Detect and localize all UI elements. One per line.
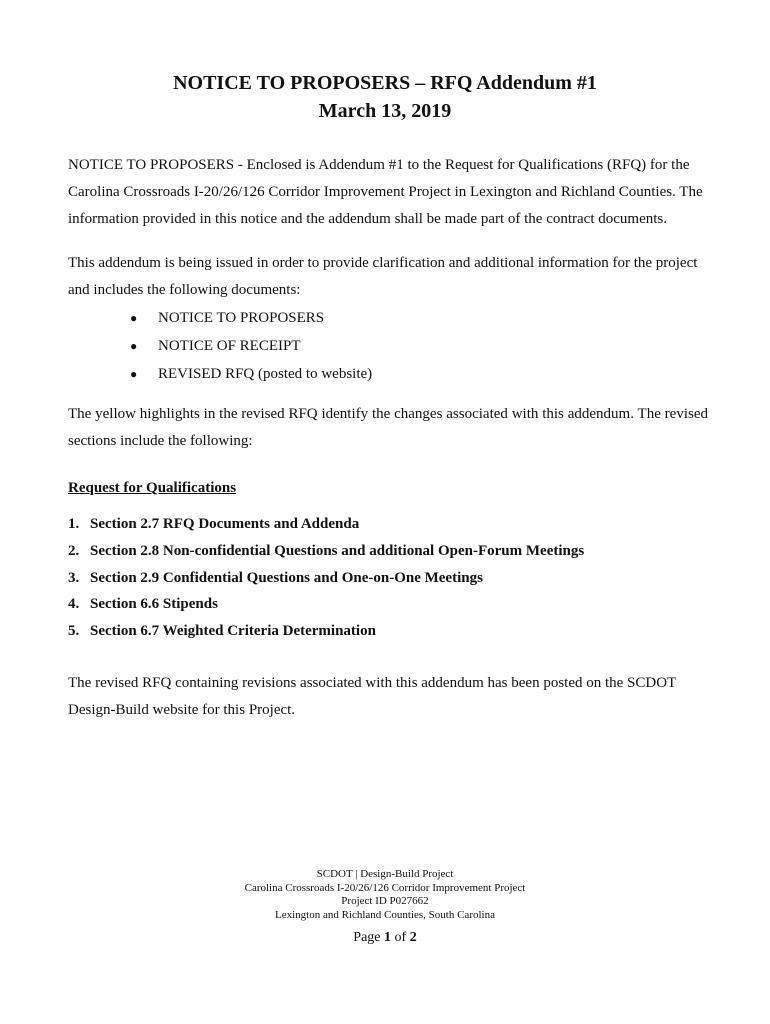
section-title: Section 2.8 Non-confidential Questions and additional Open-Forum Meetings	[90, 542, 585, 559]
page-prefix: Page	[353, 930, 381, 945]
section-number: 5.	[68, 623, 80, 640]
section-title: Section 2.9 Confidential Questions and One-on-One Meetings	[90, 569, 483, 586]
section-number: 1.	[68, 516, 80, 532]
section-number: 4.	[68, 596, 80, 613]
document-title: NOTICE TO PROPOSERS – RFQ Addendum #1	[173, 72, 597, 94]
section-number: 3.	[68, 569, 80, 586]
list-item	[68, 618, 584, 645]
list-item	[130, 304, 372, 332]
section-heading: Request for Qualifications	[68, 480, 237, 496]
page-number	[0, 928, 770, 948]
section-title: Section 2.7 RFQ Documents and Addenda	[90, 516, 360, 532]
section-number: 2.	[68, 542, 80, 559]
list-item	[130, 332, 372, 360]
list-item	[68, 591, 584, 618]
list-item-label: NOTICE TO PROPOSERS	[158, 310, 325, 326]
footer-line: Project ID P027662	[341, 895, 429, 907]
list-item-label: REVISED RFQ (posted to website)	[158, 366, 373, 382]
documents-list	[130, 304, 372, 388]
list-item	[68, 511, 584, 538]
bullet-icon: ●	[130, 339, 138, 353]
purpose-paragraph: This addendum is being issued in order to provide clarification and additional information for the project and includes the following documents:	[68, 255, 698, 298]
intro-paragraph: NOTICE TO PROPOSERS - Enclosed is Addendum #1 to the Request for Qualifications (RFQ) for the Carolina Crossroads I-20/26/126 Corridor Improvement Project in Lexington and Richland Counties. The information provided in this notice and the addendum shall be made part of the contract documents.	[68, 157, 703, 227]
highlights-paragraph: The yellow highlights in the revised RFQ identify the changes associated with this addendum. The revised sections include the following:	[68, 406, 708, 449]
section-title: Section 6.6 Stipends	[90, 596, 218, 613]
page-footer	[0, 868, 770, 922]
posted-paragraph: The revised RFQ containing revisions associated with this addendum has been posted on the SCDOT Design-Build website for this Project.	[68, 675, 676, 718]
footer-line: SCDOT | Design-Build Project	[316, 868, 454, 880]
page-separator: of	[394, 930, 407, 945]
list-item	[68, 565, 584, 592]
list-item	[130, 360, 372, 388]
page-current: 1	[384, 930, 392, 945]
page-total: 2	[409, 930, 417, 945]
footer-line: Lexington and Richland Counties, South Carolina	[275, 908, 495, 921]
list-item-label: NOTICE OF RECEIPT	[158, 338, 301, 354]
list-item	[68, 538, 584, 565]
footer-line: Carolina Crossroads I-20/26/126 Corridor Improvement Project	[244, 881, 526, 894]
bullet-icon: ●	[130, 367, 138, 381]
document-date: March 13, 2019	[318, 100, 452, 122]
section-title: Section 6.7 Weighted Criteria Determination	[90, 623, 376, 640]
revised-sections-list	[68, 511, 584, 645]
bullet-icon: ●	[130, 311, 138, 325]
